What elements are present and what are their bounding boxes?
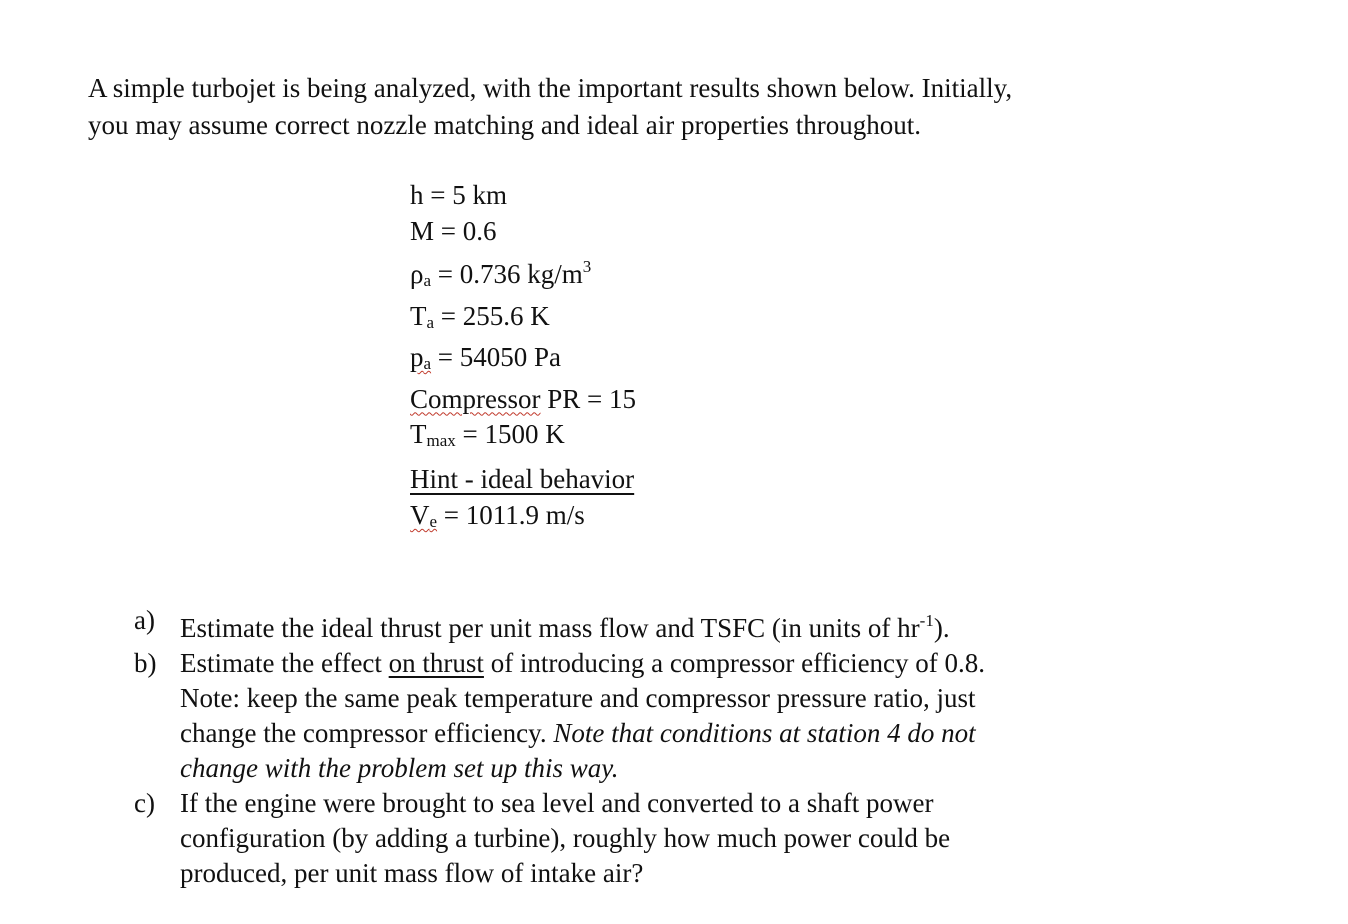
question-c-line-1: If the engine were brought to sea level and converted to a shaft power <box>180 788 934 818</box>
question-b-line-2: Note: keep the same peak temperature and compressor pressure ratio, just <box>180 683 976 713</box>
density-param <box>410 249 636 299</box>
pressure-param <box>410 340 636 382</box>
tmax-value: = 1500 K <box>455 419 565 449</box>
hint-title: Hint - ideal behavior <box>410 464 635 494</box>
question-b-emphasis: on thrust <box>388 648 484 678</box>
exit-velocity-letter: V <box>410 500 430 530</box>
exit-velocity-symbol <box>410 500 437 530</box>
compressor-word: Compressor <box>410 383 541 414</box>
temperature-value: = 255.6 K <box>434 300 550 331</box>
exit-velocity-param <box>410 497 634 540</box>
tmax-param <box>410 417 636 459</box>
intro-line-2: you may assume correct nozzle matching and ideal air properties throughout. <box>88 110 921 140</box>
question-b-line-3-italic: Note that conditions at station 4 do not <box>553 718 976 748</box>
question-b-line-1-start: Estimate the effect <box>180 648 389 678</box>
question-list <box>134 603 1234 891</box>
density-exponent: 3 <box>582 257 592 276</box>
given-parameters <box>410 178 636 459</box>
density-subscript: a <box>423 271 432 290</box>
density-symbol: ρ <box>410 259 424 289</box>
question-b-line-1-end: of introducing a compressor efficiency of 0.8. <box>483 648 986 678</box>
question-b-label: b) <box>134 648 157 678</box>
pressure-subscript: a <box>423 354 432 373</box>
question-c-text <box>180 786 1234 891</box>
pressure-letter: p <box>410 342 424 372</box>
density-value: = 0.736 kg/m <box>431 259 583 289</box>
question-a-label: a) <box>134 605 155 635</box>
temperature-subscript: a <box>426 312 435 332</box>
exit-velocity-subscript: e <box>429 512 438 531</box>
compressor-pr-value: PR = 15 <box>540 383 637 414</box>
question-a-end: ). <box>933 613 950 643</box>
question-c-line-2: configuration (by adding a turbine), roughly how much power could be <box>180 823 951 853</box>
question-b-line-4: change with the problem set up this way. <box>180 753 619 783</box>
compressor-pr-param <box>410 382 636 418</box>
hint-block <box>410 461 634 540</box>
question-a-exponent: -1 <box>919 611 934 630</box>
question-b-line-3-plain: change the compressor efficiency. <box>180 718 554 748</box>
question-a-main: Estimate the ideal thrust per unit mass flow and TSFC (in units of hr <box>180 613 920 643</box>
altitude-param: h = 5 km <box>410 180 507 210</box>
intro-line-1: A simple turbojet is being analyzed, with the important results shown below. Initially, <box>88 73 1013 103</box>
question-c-line-3: produced, per unit mass flow of intake air? <box>180 858 644 888</box>
question-b-line-1 <box>180 646 1234 681</box>
question-a <box>134 603 1234 646</box>
question-b <box>134 646 1234 786</box>
question-a-text <box>180 603 1234 646</box>
pressure-value: = 54050 Pa <box>431 342 562 372</box>
problem-intro <box>88 70 1208 144</box>
question-c-label: c) <box>134 788 155 818</box>
mach-param: M = 0.6 <box>410 215 497 246</box>
question-b-line-3 <box>180 716 1234 751</box>
tmax-subscript: max <box>426 431 456 450</box>
question-b-text <box>180 646 1234 786</box>
question-c <box>134 786 1234 891</box>
temperature-param <box>410 299 636 341</box>
temperature-symbol: T <box>410 300 427 331</box>
pressure-symbol <box>410 342 431 372</box>
exit-velocity-value: = 1011.9 m/s <box>437 500 585 530</box>
tmax-symbol: T <box>410 419 427 449</box>
